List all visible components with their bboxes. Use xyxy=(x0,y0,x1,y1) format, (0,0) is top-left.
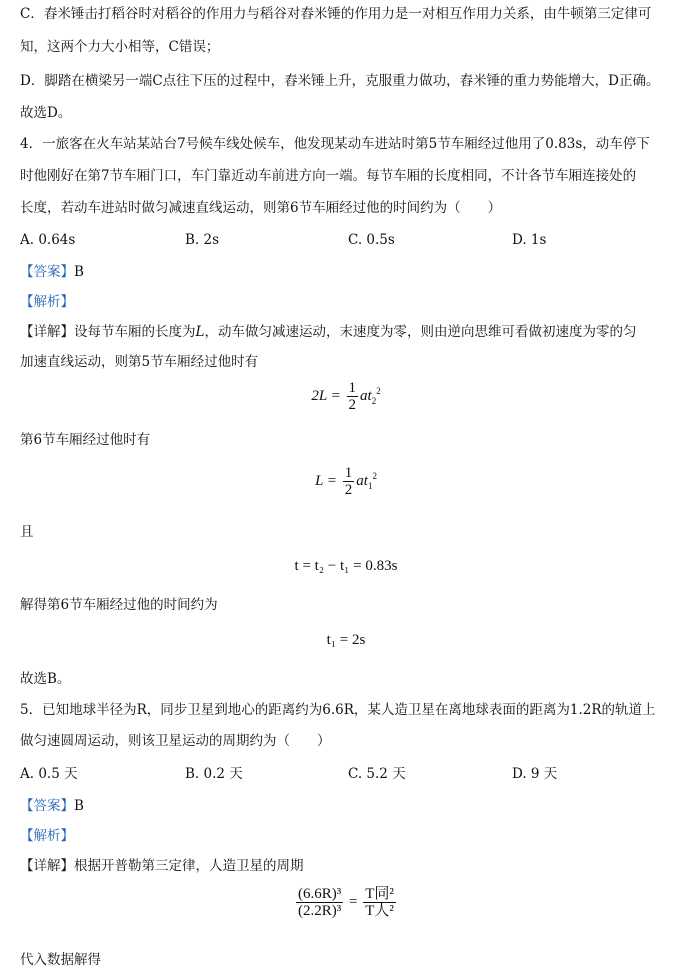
answer-line xyxy=(20,262,84,282)
detail-line: 第6节车厢经过他时有 xyxy=(20,432,151,448)
text-line: D．脚踏在横梁另一端C点往下压的过程中，舂米锤上升，克服重力做功，舂米锤的重力势能增大，D正确。 xyxy=(20,73,660,89)
superscript: 2 xyxy=(376,385,381,396)
option-a: A. 0.64s xyxy=(20,232,76,248)
superscript: 2 xyxy=(372,470,377,481)
equation-5 xyxy=(0,886,692,919)
analysis-tag: 【解析】 xyxy=(20,294,74,310)
question-5-line: 5．已知地球半径为R，同步卫星到地心的距离约为6.6R，某人造卫星在离地球表面的距离为1.2R的轨道上 xyxy=(20,702,656,718)
answer-tag: 【答案】 xyxy=(20,798,74,814)
option-a: A. 0.5 天 xyxy=(20,766,78,782)
answer-line xyxy=(20,796,84,816)
option-b: B. 2s xyxy=(185,232,220,248)
answer-tag: 【答案】 xyxy=(20,264,74,280)
denominator: 2 xyxy=(348,397,357,413)
fraction xyxy=(343,465,355,498)
equation-lhs: L = xyxy=(315,472,338,489)
numerator: 1 xyxy=(344,465,353,481)
detail-tag: 【详解】 xyxy=(20,324,74,340)
denominator: 2 xyxy=(344,482,353,498)
option-c: C. 0.5s xyxy=(348,232,395,248)
answer-value: B xyxy=(74,798,84,814)
question-4-line: 长度，若动车进站时做匀减速直线运动，则第6节车厢经过他的时间约为（ ） xyxy=(20,200,502,216)
fraction xyxy=(296,886,343,919)
detail-line: 加速直线运动，则第5节车厢经过他时有 xyxy=(20,354,259,370)
text-line: C．舂米锤击打稻谷时对稻谷的作用力与稻谷对舂米锤的作用力是一对相互作用力关系，由牛顿第三定律可 xyxy=(20,6,652,22)
answer-value: B xyxy=(74,264,84,280)
option-d: D. 1s xyxy=(512,232,547,248)
analysis-tag: 【解析】 xyxy=(20,828,74,844)
fraction xyxy=(347,380,359,413)
question-4-line: 时他刚好在第7节车厢门口，车门靠近动车前进方向一端。每节车厢的长度相同，不计各节车厢连接处的 xyxy=(20,168,637,184)
numerator: 1 xyxy=(348,380,357,396)
detail-line: 代入数据解得 xyxy=(20,952,101,968)
equation-1 xyxy=(0,380,692,413)
denominator: (2.2R)³ xyxy=(298,903,342,919)
option-b: B. 0.2 天 xyxy=(185,766,243,782)
subscript: 1 xyxy=(367,480,373,491)
equation-4: t₁ = 2s xyxy=(326,632,366,648)
equals-sign: = xyxy=(349,893,358,910)
detail-line: 故选B。 xyxy=(20,671,71,687)
question-5-line: 做匀速圆周运动，则该卫星运动的周期约为（ ） xyxy=(20,733,331,749)
text-line: 故选D。 xyxy=(20,105,72,121)
numerator: (6.6R)³ xyxy=(298,886,342,902)
equation-2 xyxy=(0,465,692,498)
detail-text: ，动车做匀减速运动，末速度为零，则由逆向思维可看做初速度为零的匀 xyxy=(204,324,637,340)
denominator: T人² xyxy=(365,903,394,919)
detail-tag: 【详解】 xyxy=(20,858,74,874)
numerator: T同² xyxy=(365,886,394,902)
option-d: D. 9 天 xyxy=(512,766,558,782)
detail-text: 根据开普勒第三定律，人造卫星的周期 xyxy=(74,858,304,874)
question-4-line: 4．一旅客在火车站某站台7号候车线处候车，他发现某动车进站时第5节车厢经过他用了0.83s，动车停下 xyxy=(20,136,650,152)
detail-line: 且 xyxy=(20,524,34,540)
equation-rhs: at xyxy=(360,387,372,404)
equation-lhs: 2L = xyxy=(311,387,341,404)
detail-line xyxy=(20,856,304,876)
subscript: 2 xyxy=(371,395,377,406)
text-line: 知，这两个力大小相等，C错误； xyxy=(20,39,220,55)
detail-text: 设每节车厢的长度为 xyxy=(74,324,196,340)
option-c: C. 5.2 天 xyxy=(348,766,406,782)
fraction xyxy=(363,886,396,919)
equation-rhs: at xyxy=(356,472,368,489)
detail-line: 解得第6节车厢经过他的时间约为 xyxy=(20,597,218,613)
equation-3: t = t₂ − t₁ = 0.83s xyxy=(294,558,398,574)
detail-line xyxy=(20,322,636,342)
variable: L xyxy=(195,324,205,340)
